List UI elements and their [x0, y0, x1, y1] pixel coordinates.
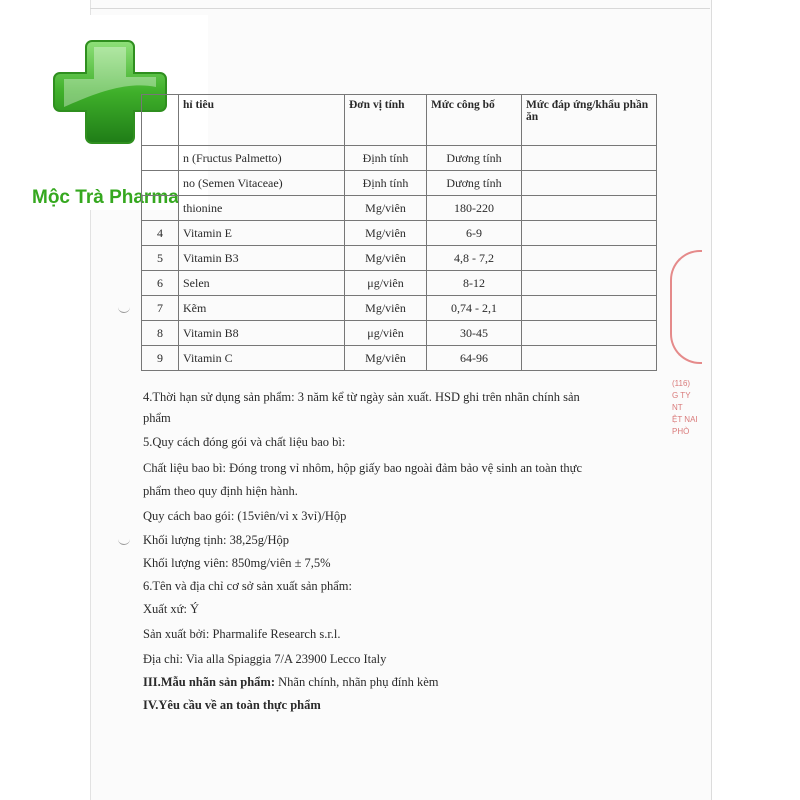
row-no [142, 146, 179, 171]
row-unit: Mg/viên [345, 221, 427, 246]
stamp-line: ỆT NAI [672, 415, 698, 424]
header-no [142, 95, 179, 146]
tablet-weight: Khối lượng viên: 850mg/viên ± 7,5% [143, 556, 331, 570]
row-no: 5 [142, 246, 179, 271]
row-level: 6-9 [427, 221, 522, 246]
row-name: Vitamin E [179, 221, 345, 246]
row-resp [522, 346, 657, 371]
label-sample-heading: III.Mẫu nhãn sản phẩm: [143, 675, 275, 689]
table-header-row [142, 95, 657, 146]
table-row [142, 196, 657, 221]
row-no: 8 [142, 321, 179, 346]
packaging-material-line1: Chất liệu bao bì: Đóng trong vỉ nhôm, hộp giấy bao ngoài đảm bảo vệ sinh an toàn thực [143, 461, 582, 475]
row-unit: μg/viên [345, 321, 427, 346]
packing-spec: Quy cách bao gói: (15viên/vỉ x 3vỉ)/Hộp [143, 509, 347, 523]
shelf-life-line2: phẩm [143, 411, 171, 425]
header-unit: Đơn vị tính [345, 95, 427, 146]
header-criteria: hỉ tiêu [179, 95, 345, 146]
row-resp [522, 146, 657, 171]
red-stamp-text [672, 378, 700, 478]
row-unit: Mg/viên [345, 296, 427, 321]
table-row [142, 321, 657, 346]
stamp-line: (116) [672, 379, 691, 388]
packaging-material-line2: phẩm theo quy định hiện hành. [143, 484, 298, 498]
row-unit: Định tính [345, 171, 427, 196]
table-row [142, 221, 657, 246]
row-level: Dương tính [427, 146, 522, 171]
net-weight: Khối lượng tịnh: 38,25g/Hộp [143, 533, 290, 547]
row-resp [522, 321, 657, 346]
shelf-life-line1: 4.Thời hạn sử dụng sản phẩm: 3 năm kể từ ngày sản xuất. HSD ghi trên nhãn chính sản [143, 390, 580, 404]
row-name: n (Fructus Palmetto) [179, 146, 345, 171]
row-unit: Mg/viên [345, 196, 427, 221]
page-top-edge [90, 8, 710, 9]
table-row [142, 146, 657, 171]
packaging-heading: 5.Quy cách đóng gói và chất liệu bao bì: [143, 435, 346, 449]
stamp-line: NT [672, 403, 683, 412]
table-row [142, 171, 657, 196]
row-name: Selen [179, 271, 345, 296]
stamp-line: PHÒ [672, 427, 690, 436]
header-level: Mức công bố [427, 95, 522, 146]
row-resp [522, 246, 657, 271]
address: Địa chỉ: Via alla Spiaggia 7/A 23900 Lecco Italy [143, 652, 387, 666]
row-resp [522, 171, 657, 196]
row-no: 9 [142, 346, 179, 371]
row-resp [522, 196, 657, 221]
brand-name: Mộc Trà Pharma [32, 187, 179, 208]
row-name: no (Semen Vitaceae) [179, 171, 345, 196]
row-no: 4 [142, 221, 179, 246]
row-level: 30-45 [427, 321, 522, 346]
row-no: 6 [142, 271, 179, 296]
spec-table [141, 94, 657, 371]
row-no [142, 196, 179, 221]
table-row [142, 271, 657, 296]
row-no: 7 [142, 296, 179, 321]
row-unit: Mg/viên [345, 346, 427, 371]
row-name: thionine [179, 196, 345, 221]
row-resp [522, 296, 657, 321]
row-level: 8-12 [427, 271, 522, 296]
table-row [142, 346, 657, 371]
row-level: 64-96 [427, 346, 522, 371]
row-name: Kẽm [179, 296, 345, 321]
label-sample-text: Nhãn chính, nhãn phụ đính kèm [275, 675, 439, 689]
manufacturer-heading: 6.Tên và địa chỉ cơ sở sản xuất sản phẩm: [143, 579, 352, 593]
origin: Xuất xứ: Ý [143, 602, 200, 616]
header-response: Mức đáp ứng/khẩu phần ăn [522, 95, 657, 146]
row-resp [522, 221, 657, 246]
row-name: Vitamin B3 [179, 246, 345, 271]
row-unit: μg/viên [345, 271, 427, 296]
row-level: 0,74 - 2,1 [427, 296, 522, 321]
row-no [142, 171, 179, 196]
row-level: Dương tính [427, 171, 522, 196]
row-level: 4,8 - 7,2 [427, 246, 522, 271]
row-unit: Mg/viên [345, 246, 427, 271]
manufacturer: Sản xuất bởi: Pharmalife Research s.r.l. [143, 627, 341, 641]
row-resp [522, 271, 657, 296]
stamp-line: G TY [672, 391, 691, 400]
label-sample [143, 674, 439, 690]
row-unit: Định tính [345, 146, 427, 171]
row-name: Vitamin B8 [179, 321, 345, 346]
food-safety-heading: IV.Yêu cầu về an toàn thực phẩm [143, 698, 321, 712]
row-name: Vitamin C [179, 346, 345, 371]
table-row [142, 296, 657, 321]
row-level: 180-220 [427, 196, 522, 221]
red-stamp-seal [670, 250, 702, 364]
table-row [142, 246, 657, 271]
